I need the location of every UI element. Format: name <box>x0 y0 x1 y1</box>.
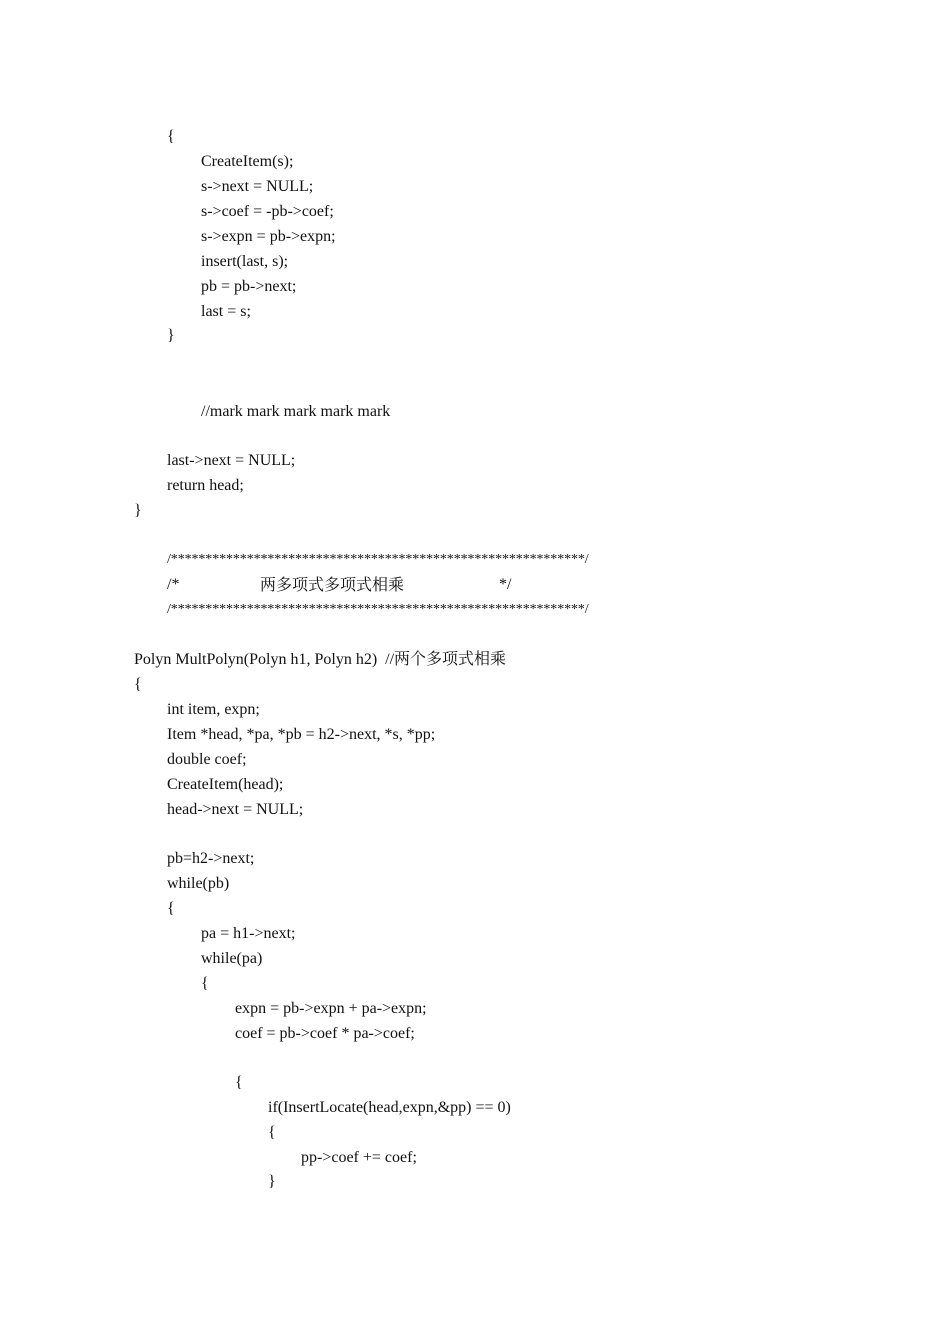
code-line: if(InsertLocate(head,expn,&pp) == 0) <box>268 1099 511 1116</box>
comment-banner-bottom: /************************************************************/ <box>167 602 589 617</box>
comment-banner-open: /* <box>167 576 180 593</box>
code-line: pb=h2->next; <box>167 850 255 867</box>
code-line: { <box>201 975 209 992</box>
code-line: { <box>134 676 142 693</box>
code-line: return head; <box>167 477 244 494</box>
code-line: while(pa) <box>201 950 263 967</box>
code-line: } <box>268 1173 276 1190</box>
code-line: } <box>134 502 142 519</box>
code-line: } <box>167 327 175 344</box>
code-line: head->next = NULL; <box>167 801 304 818</box>
code-line: pa = h1->next; <box>201 925 296 942</box>
code-line: expn = pb->expn + pa->expn; <box>235 1000 427 1017</box>
function-signature: Polyn MultPolyn(Polyn h1, Polyn h2) //两个多项式相乘 <box>134 651 507 668</box>
code-line: s->expn = pb->expn; <box>201 228 336 245</box>
code-line: insert(last, s); <box>201 253 289 270</box>
code-line: int item, expn; <box>167 701 260 718</box>
code-line: last->next = NULL; <box>167 452 296 469</box>
code-line: CreateItem(head); <box>167 776 284 793</box>
code-line: { <box>167 128 175 145</box>
code-line: pp->coef += coef; <box>301 1149 417 1166</box>
code-line: last = s; <box>201 303 251 320</box>
comment-banner-title: 两多项式多项式相乘 <box>260 575 405 594</box>
comment-banner-top: /************************************************************/ <box>167 552 589 567</box>
code-line: CreateItem(s); <box>201 153 294 170</box>
code-line: while(pb) <box>167 875 230 892</box>
code-line: { <box>268 1124 276 1141</box>
code-line: { <box>235 1074 243 1091</box>
code-line: { <box>167 900 175 917</box>
code-comment: //mark mark mark mark mark <box>201 403 391 420</box>
code-line: Item *head, *pa, *pb = h2->next, *s, *pp; <box>167 726 436 743</box>
code-line: coef = pb->coef * pa->coef; <box>235 1025 415 1042</box>
code-line: s->next = NULL; <box>201 178 314 195</box>
code-line: s->coef = -pb->coef; <box>201 203 334 220</box>
code-line: double coef; <box>167 751 247 768</box>
code-line: pb = pb->next; <box>201 278 297 295</box>
comment-banner-close: */ <box>499 576 512 593</box>
